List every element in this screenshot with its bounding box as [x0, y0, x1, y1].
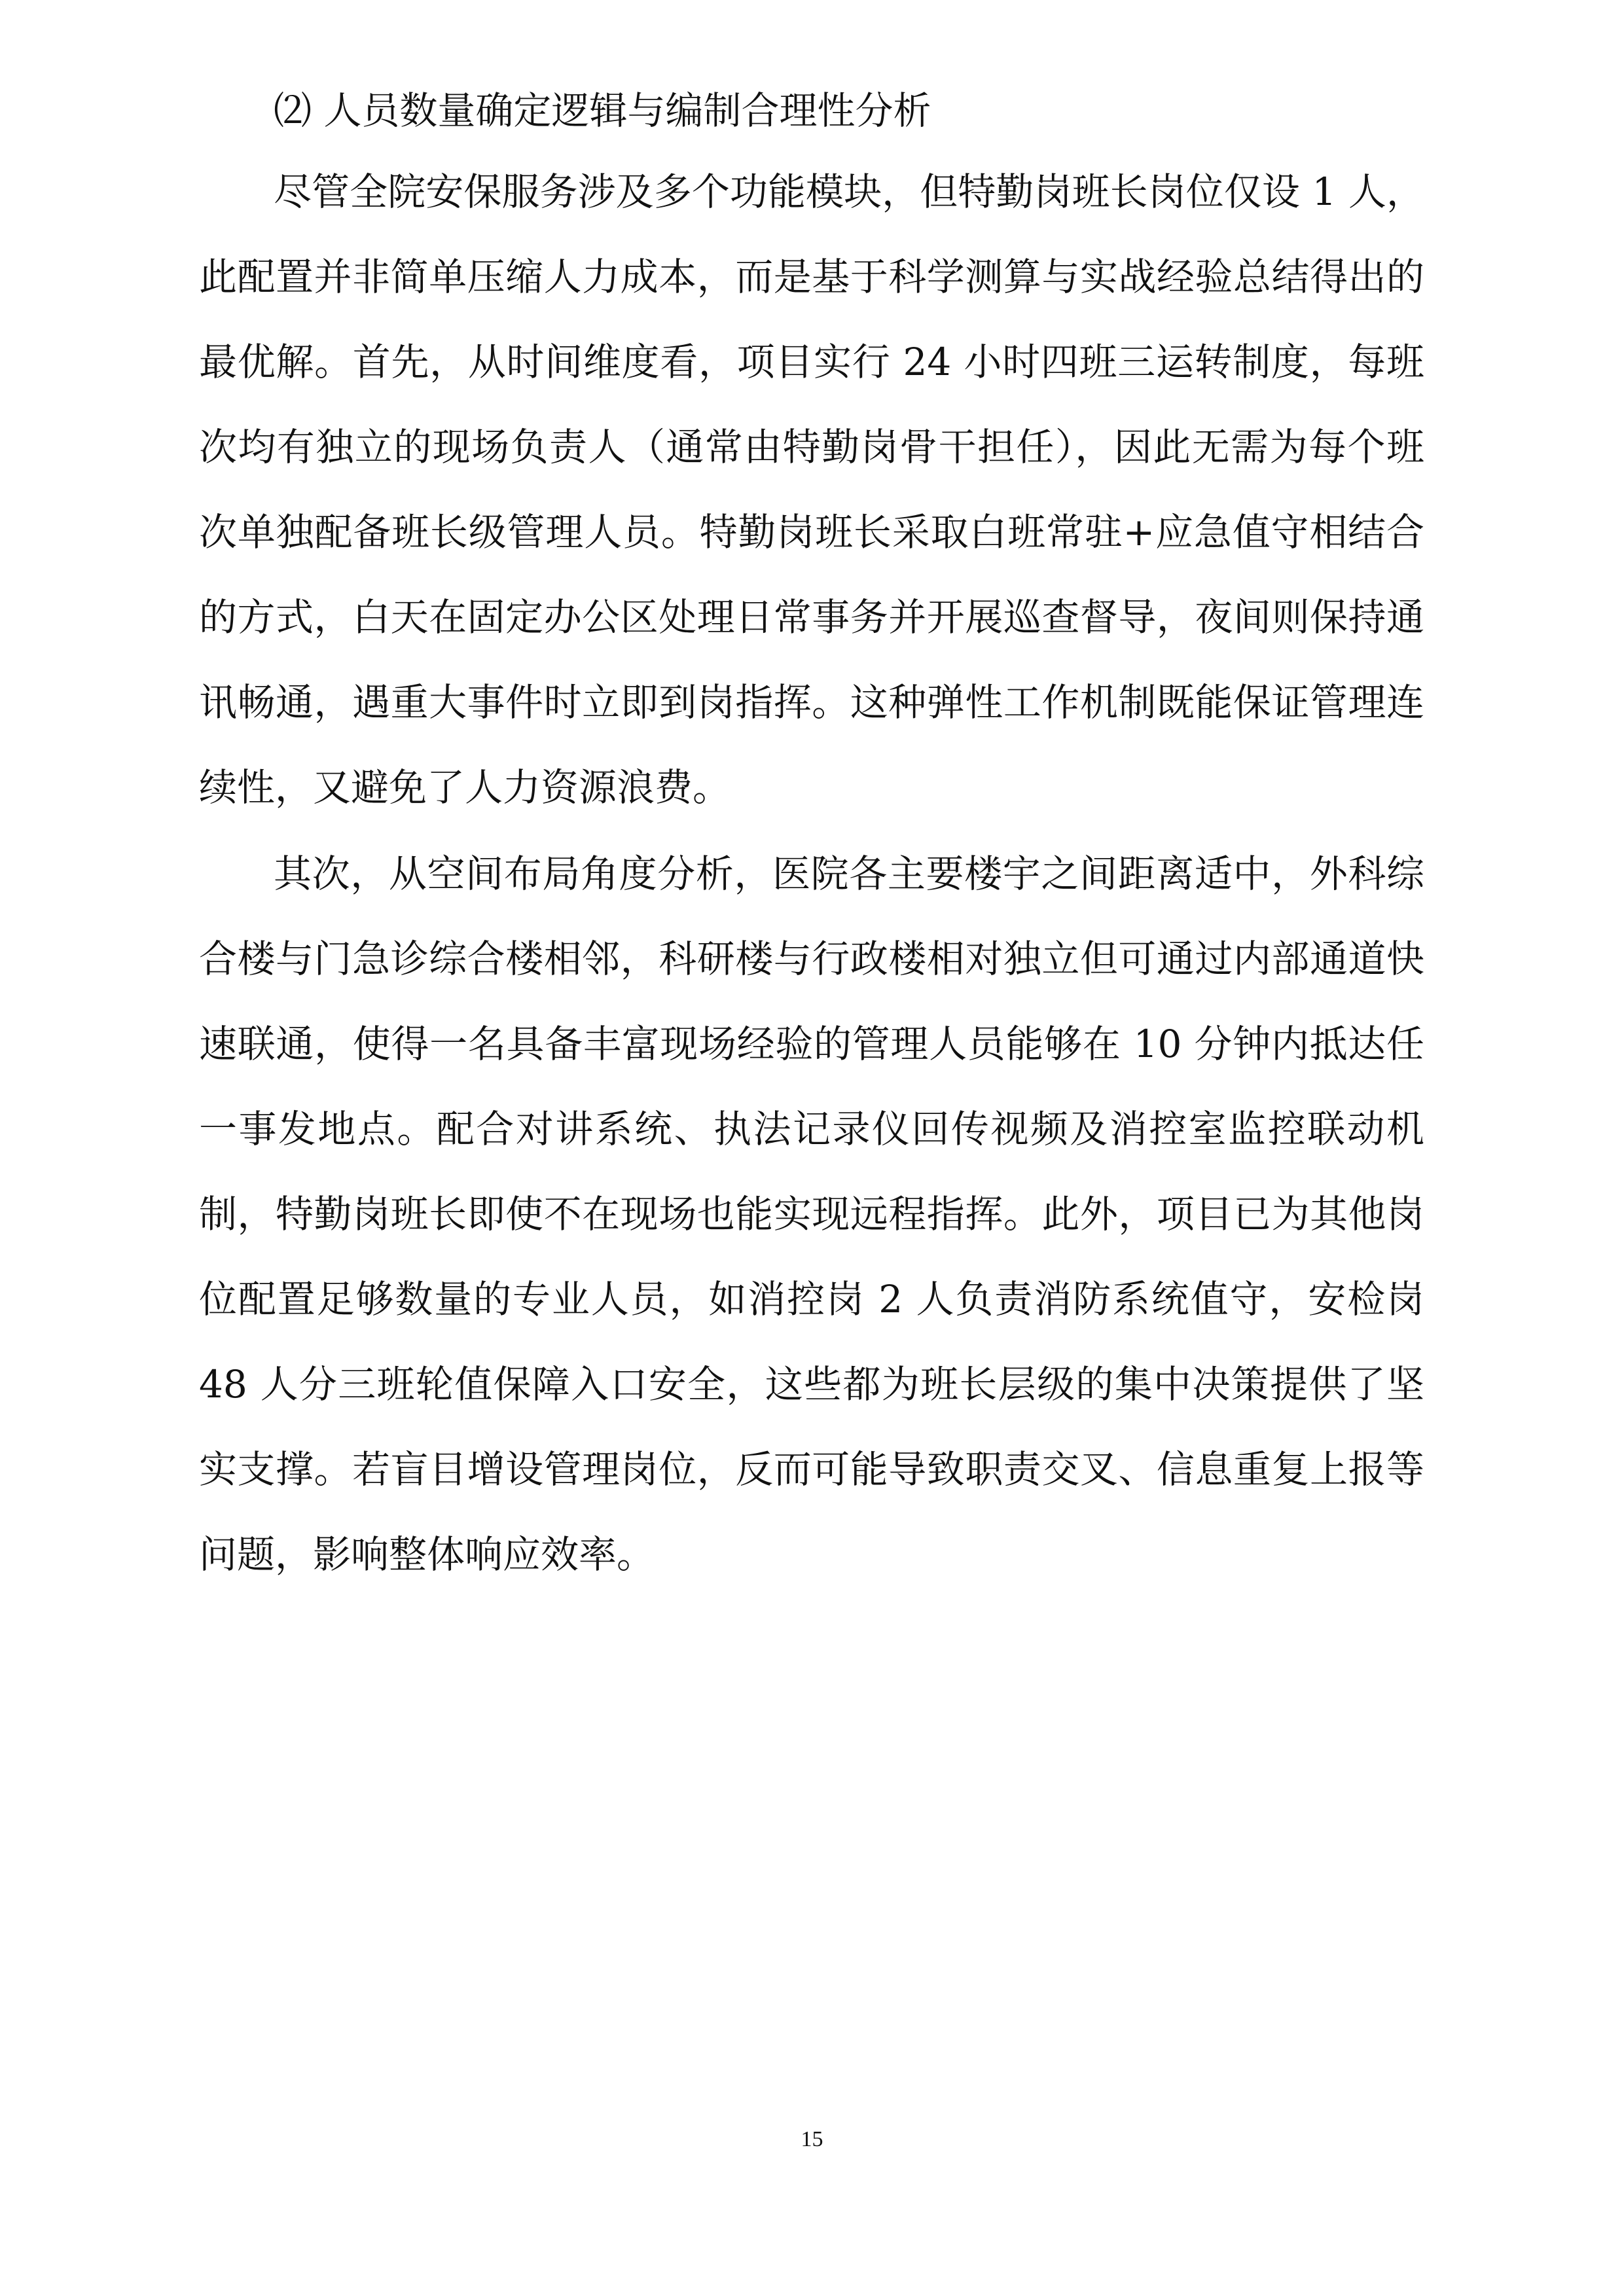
paragraph-line: 合楼与门急诊综合楼相邻，科研楼与行政楼相对独立但可通过内部通道快 — [199, 937, 1424, 981]
paragraph-line: 制，特勤岗班长即使不在现场也能实现远程指挥。此外，项目已为其他岗 — [199, 1192, 1424, 1236]
paragraph-line: 续性，又避免了人力资源浪费。 — [199, 765, 731, 810]
paragraph-line: 此配置并非简单压缩人力成本，而是基于科学测算与实战经验总结得出的 — [199, 255, 1424, 299]
section-heading: ⑵ 人员数量确定逻辑与编制合理性分析 — [274, 88, 931, 133]
paragraph-line: 问题，影响整体响应效率。 — [199, 1532, 655, 1577]
paragraph-line: 其次，从空间布局角度分析，医院各主要楼宇之间距离适中，外科综 — [274, 852, 1424, 896]
paragraph-line: 最优解。首先，从时间维度看，项目实行 24 小时四班三运转制度，每班 — [199, 340, 1424, 384]
paragraph-line: 次单独配备班长级管理人员。特勤岗班长采取白班常驻+应急值守相结合 — [199, 510, 1424, 554]
paragraph-line: 次均有独立的现场负责人（通常由特勤岗骨干担任），因此无需为每个班 — [199, 425, 1424, 469]
paragraph-line: 尽管全院安保服务涉及多个功能模块，但特勤岗班长岗位仅设 1 人， — [274, 170, 1424, 214]
paragraph-line: 48 人分三班轮值保障入口安全，这些都为班长层级的集中决策提供了坚 — [199, 1362, 1424, 1407]
paragraph-line: 讯畅通，遇重大事件时立即到岗指挥。这种弹性工作机制既能保证管理连 — [199, 680, 1424, 725]
paragraph-line: 实支撑。若盲目增设管理岗位，反而可能导致职责交叉、信息重复上报等 — [199, 1447, 1424, 1492]
paragraph-line: 一事发地点。配合对讲系统、执法记录仪回传视频及消控室监控联动机 — [199, 1107, 1424, 1151]
paragraph-line: 位配置足够数量的专业人员，如消控岗 2 人负责消防系统值守，安检岗 — [199, 1277, 1424, 1321]
paragraph-line: 的方式，白天在固定办公区处理日常事务并开展巡查督导，夜间则保持通 — [199, 595, 1424, 639]
page-number: 15 — [801, 2127, 823, 2151]
paragraph-line: 速联通，使得一名具备丰富现场经验的管理人员能够在 10 分钟内抵达任 — [199, 1022, 1424, 1066]
